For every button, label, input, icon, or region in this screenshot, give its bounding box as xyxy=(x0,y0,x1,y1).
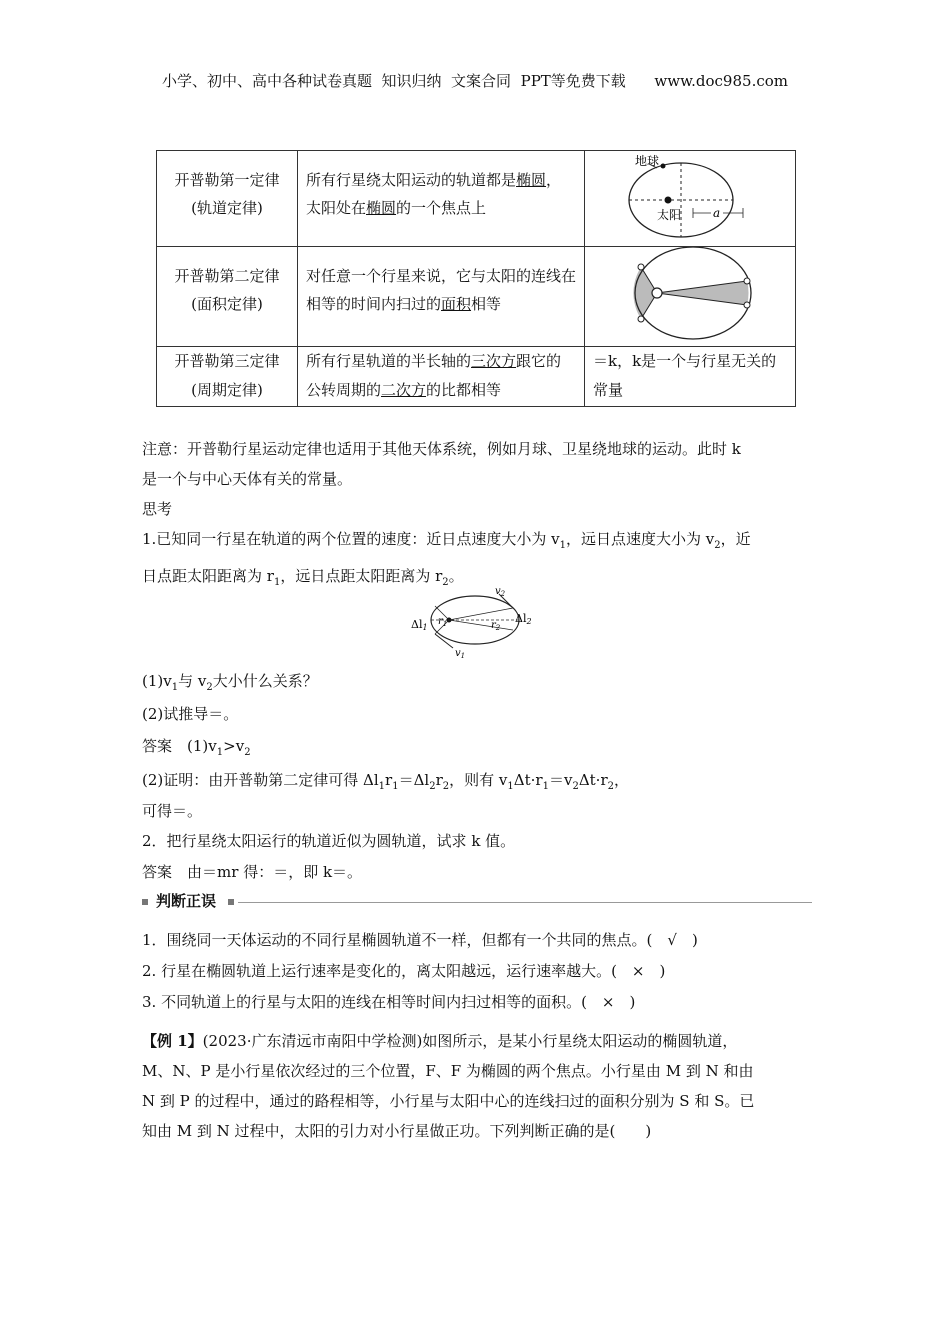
text: (2023·广东清远市南阳中学检测)如图所示，是某小行星绕太阳运动的椭圆轨道， xyxy=(202,1032,738,1050)
sun-label: 太阳 xyxy=(657,208,682,222)
subscript: 1 xyxy=(542,781,549,792)
law-text: 跟它的公转周期的 xyxy=(306,352,562,399)
text: M、N、P 是小行星依次经过的三个位置，F、F 为椭圆的两个焦点。小行星由 M 到 N 和由 xyxy=(142,1062,754,1080)
text: ，远日点速度大小为 v xyxy=(565,530,715,548)
formula-text: ＝k，k是一个与行星无关的常量 xyxy=(593,352,777,399)
text: r xyxy=(435,771,443,789)
text: 由＝mr 得：＝，即 k＝。 xyxy=(187,863,363,881)
table-row xyxy=(157,247,796,347)
law-content-cell xyxy=(298,347,585,407)
answer-1 xyxy=(142,731,812,768)
subscript: 1 xyxy=(559,540,566,551)
law-keyword: 椭圆 xyxy=(516,171,547,189)
subscript: 2 xyxy=(607,781,614,792)
square-bullet-icon xyxy=(142,899,148,905)
text: N 到 P 的过程中，通过的路程相等，小行星与太阳中心的连线扫过的面积分别为 S 和 S。已 xyxy=(142,1092,755,1110)
r1-label: $r_1$ xyxy=(438,616,448,628)
area-figure-cell xyxy=(585,247,796,347)
law-keyword: 二次方 xyxy=(381,381,427,399)
text: 日点距太阳距离为 r xyxy=(142,567,274,585)
answer-label: 答案 xyxy=(142,863,173,881)
list-item: 2. 行星在椭圆轨道上运行速率是变化的，离太阳越远，运行速率越大。( × ) xyxy=(142,962,666,980)
text: ，近 xyxy=(720,530,751,548)
proof-conclusion: 可得＝。 xyxy=(142,802,203,820)
law-text: 所有行星轨道的半长轴的 xyxy=(306,352,472,370)
page-header: 小学、初中、高中各种试卷真题 知识归纳 文案合同 PPT等免费下载 www.doc985.com xyxy=(161,72,788,90)
list-item: 3. 不同轨道上的行星与太阳的连线在相等时间内扫过相等的面积。( × ) xyxy=(142,993,636,1011)
delta-l2-label: Δl2 xyxy=(515,612,532,626)
text: 。 xyxy=(448,567,464,585)
text: (2)证明：由开普勒第二定律可得 Δl xyxy=(142,771,379,789)
v2-label: $v_2$ xyxy=(495,586,506,598)
subscript: 2 xyxy=(244,747,251,758)
earth-label: 地球 xyxy=(635,154,660,168)
subscript: 1 xyxy=(273,577,281,588)
law-text: 对任意一个行星来说，它与太阳的连线在相等的时间内扫过的 xyxy=(306,267,577,313)
law-formula-cell xyxy=(585,347,796,407)
text: (1)v xyxy=(142,672,172,690)
law-keyword: 面积 xyxy=(441,295,472,313)
list-item: 1．围绕同一天体运动的不同行星椭圆轨道不一样，但都有一个共同的焦点。( √ ) xyxy=(142,931,698,949)
example-label: 【例 1】 xyxy=(142,1032,203,1050)
subscript: 1 xyxy=(171,682,179,693)
text: ，远日点距太阳距离为 r xyxy=(280,567,443,585)
law-name-cell xyxy=(157,347,298,407)
subscript: 2 xyxy=(429,781,436,792)
law-alias: (周期定律) xyxy=(191,381,263,399)
note-line: 注意：开普勒行星运动定律也适用于其他天体系统，例如月球、卫星绕地球的运动。此时 k xyxy=(142,440,741,458)
answer-label: 答案 xyxy=(142,737,173,755)
law-keyword: 三次方 xyxy=(471,352,517,370)
law-name-cell xyxy=(157,247,298,347)
subscript: 2 xyxy=(572,781,579,792)
subscript: 2 xyxy=(442,577,449,588)
law-keyword: 椭圆 xyxy=(366,199,397,217)
text: ， xyxy=(614,771,630,789)
text: r xyxy=(385,771,393,789)
text: Δt·r xyxy=(513,771,543,789)
subscript: 1 xyxy=(216,747,224,758)
example-1 xyxy=(142,1026,814,1146)
semi-major-axis-label: a xyxy=(713,206,721,220)
square-bullet-icon xyxy=(228,899,234,905)
text: 1.已知同一行星在轨道的两个位置的速度：近日点速度大小为 v xyxy=(142,530,560,548)
v1-label: $v_1$ xyxy=(455,648,466,660)
subscript: 1 xyxy=(392,781,399,792)
text: 知由 M 到 N 过程中，太阳的引力对小行星做正功。下列判断正确的是( ) xyxy=(142,1122,652,1140)
law-name: 开普勒第三定律 xyxy=(174,352,280,370)
ellipse-orbit-diagram xyxy=(585,151,779,247)
text: ＝v xyxy=(548,771,573,789)
answer-2 xyxy=(142,857,812,887)
law-name-cell xyxy=(157,151,298,247)
law-content-cell xyxy=(298,151,585,247)
law-text: 的一个焦点上 xyxy=(396,199,487,217)
law-text: 所有行星绕太阳运动的轨道都是 xyxy=(306,171,517,189)
text: ＝Δl xyxy=(398,771,430,789)
note-line: 是一个与中心天体有关的常量。 xyxy=(142,470,353,488)
table-row xyxy=(157,151,796,247)
judge-list xyxy=(142,925,812,1018)
law-alias: (轨道定律) xyxy=(191,199,263,217)
law-name: 开普勒第一定律 xyxy=(174,171,280,189)
table-row xyxy=(157,347,796,407)
section-title: 判断正误 xyxy=(156,892,217,910)
section-header xyxy=(142,888,812,916)
section-divider xyxy=(238,902,812,903)
law-text: ，太阳处在 xyxy=(306,171,562,217)
subscript: 2 xyxy=(714,540,721,551)
question-1-2: (2)试推导＝。 xyxy=(142,705,239,723)
text: Δt·r xyxy=(578,771,608,789)
delta-l1-label: Δl1 xyxy=(411,618,428,632)
orbit-figure-cell xyxy=(585,151,796,247)
subscript: 1 xyxy=(507,781,514,792)
question-1-1 xyxy=(142,666,812,703)
equal-area-diagram xyxy=(585,247,779,347)
text: (1)v xyxy=(187,737,217,755)
note-paragraph xyxy=(142,434,812,494)
subscript: 2 xyxy=(442,781,450,792)
kepler-laws-table xyxy=(156,150,796,407)
subscript: 1 xyxy=(378,781,386,792)
law-text: 的比都相等 xyxy=(426,381,502,399)
law-text: 相等 xyxy=(471,295,502,313)
text: 与 v xyxy=(178,672,207,690)
law-content-cell xyxy=(298,247,585,347)
text: ，则有 v xyxy=(449,771,508,789)
question-2: 2．把行星绕太阳运行的轨道近似为圆轨道，试求 k 值。 xyxy=(142,832,516,850)
r2-label: $r_2$ xyxy=(491,620,501,632)
think-title: 思考 xyxy=(142,500,173,518)
subscript: 2 xyxy=(206,682,213,693)
orbit-velocity-diagram xyxy=(405,584,545,660)
text: >v xyxy=(223,737,245,755)
law-name: 开普勒第二定律 xyxy=(174,267,280,285)
text: 大小什么关系？ xyxy=(212,672,318,690)
law-alias: (面积定律) xyxy=(191,295,263,313)
